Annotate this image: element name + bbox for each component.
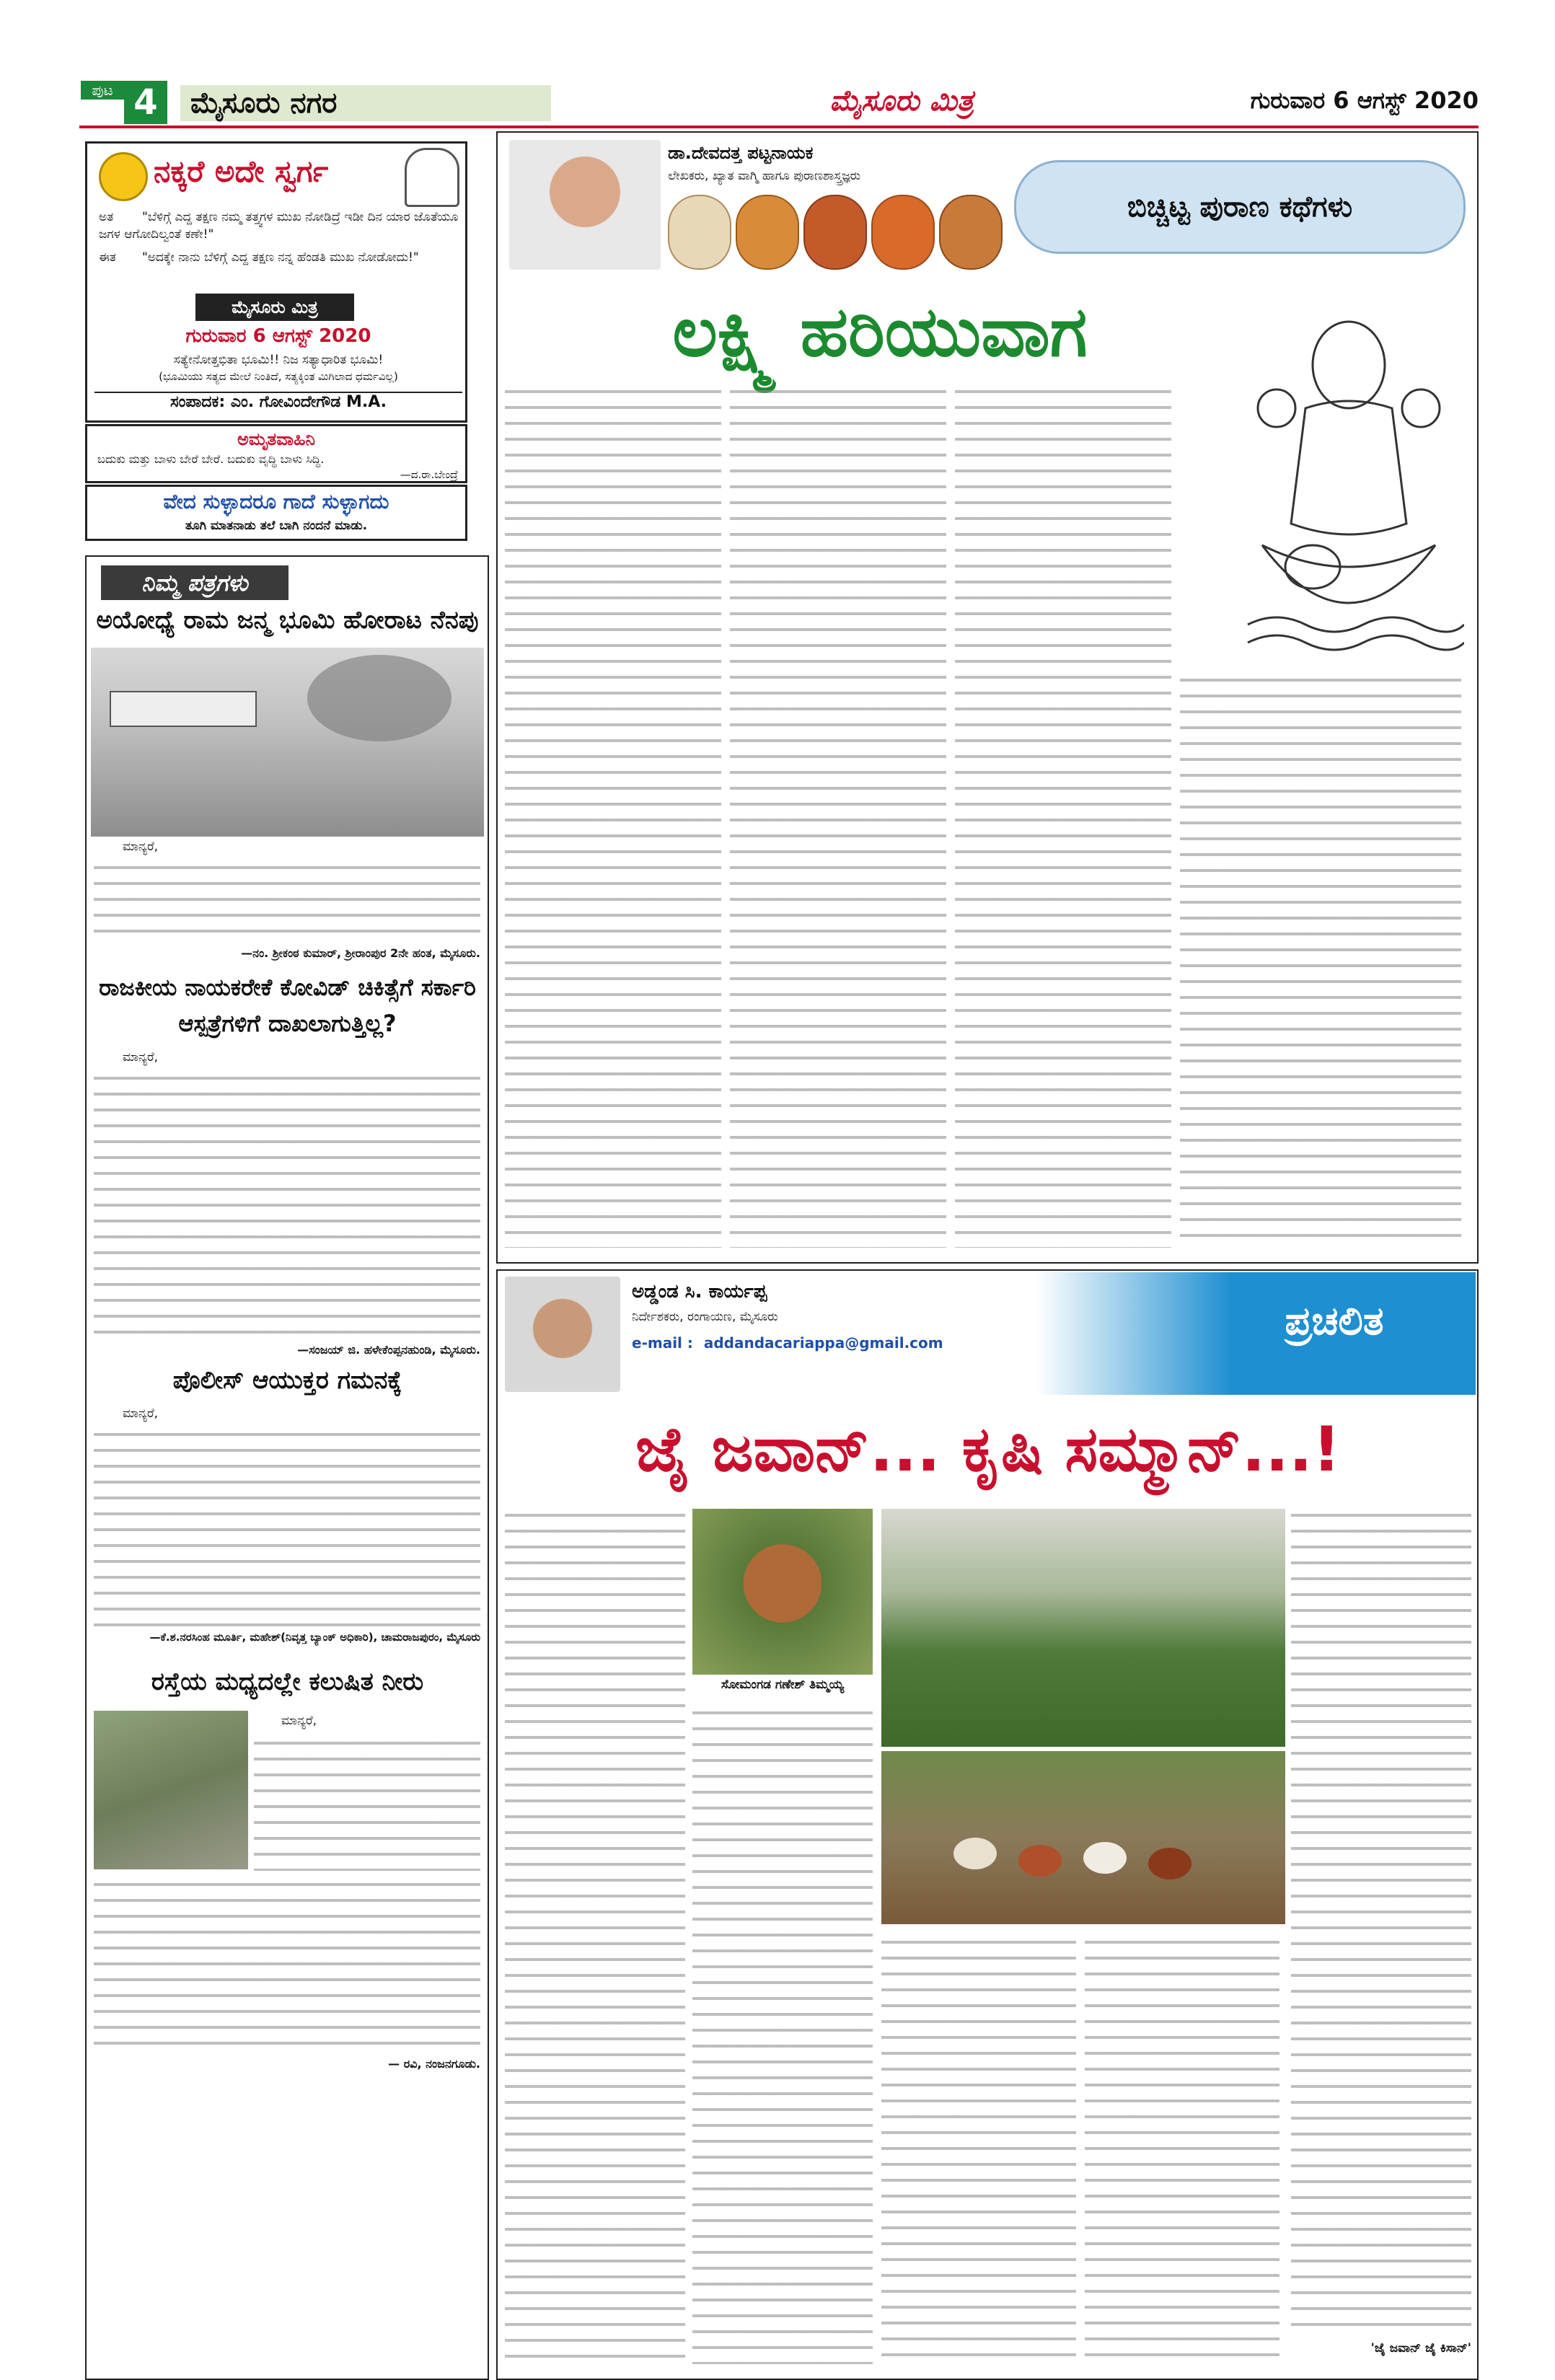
humor-text: "ಅದಕ್ಕೇ ನಾನು ಬೆಳಿಗ್ಗೆ ಎದ್ದ ತಕ್ಷಣ ನನ್ನ ಹೆಂಡತಿ ಮುಖ ನೋಡೋದು!" (142, 250, 419, 265)
letter-4-salute: ಮಾನ್ಯರೆ, (281, 1714, 317, 1728)
amrutha-text: ಬದುಕು ಮತ್ತು ಬಾಳು ಬೇರೆ ಬೇರೆ. ಬದುಕು ವೃದ್ಧಿ ಬಾಳು ಸಿದ್ಧಿ. (97, 452, 325, 466)
columnist-role: ನಿರ್ದೇಶಕರು, ರಂಗಾಯಣ, ಮೈಸೂರು (632, 1310, 778, 1324)
mask-icon (736, 195, 799, 270)
series-badge: ಬಿಚ್ಚಿಟ್ಟ ಪುರಾಣ ಕಥೆಗಳು (1014, 160, 1466, 254)
feature-1-col-1 (505, 382, 721, 1248)
amrutha-title: ಅಮೃತವಾಹಿನಿ (237, 429, 315, 449)
tree-shape (307, 655, 451, 741)
feature-2-col-5 (1291, 1506, 1471, 2335)
editor-line: ಸಂಪಾದಕ: ಎಂ. ಗೋವಿಂದೇಗೌಡ M.A. (94, 392, 462, 415)
page-number: 4 (124, 81, 167, 124)
letter-1-body (94, 858, 480, 945)
author-role: ಲೇಖಕರು, ಖ್ಯಾತ ವಾಗ್ಮಿ ಹಾಗೂ ಪುರಾಣಶಾಸ್ತ್ರಜ್ಞರು (668, 169, 861, 183)
stick-figure-icon (405, 148, 459, 207)
chicken-shape (1148, 1848, 1191, 1879)
email-label: e-mail : (632, 1334, 693, 1352)
chicken-shape (1018, 1845, 1062, 1877)
humor-text: "ಬೆಳಿಗ್ಗೆ ಎದ್ದ ತಕ್ಷಣ ನಮ್ಮ ತತ್ತ್ವಗಳ ಮುಖ ನೋಡಿದ್ರೆ ಇಡೀ ದಿನ ಯಾರ ಜೊತೆಯೂ ಜಗಳ ಆಗೋದಿಲ್ವಂತೆ ಕಣೇ!" (99, 210, 459, 242)
feature-2-col-1 (505, 1506, 685, 2364)
saying-box (85, 485, 467, 541)
mini-motto-2: (ಭೂಮಿಯು ಸತ್ಯದ ಮೇಲೆ ನಿಂತಿದೆ, ಸತ್ಯಕ್ಕಿಂತ ಮಿಗಿಲಾದ ಧರ್ಮವಿಲ್ಲ) (159, 370, 398, 383)
humor-line-1 (99, 208, 459, 249)
feature-2-col-3 (881, 1933, 1076, 2364)
mask-icon (871, 195, 935, 270)
lakshmi-drawing (1233, 286, 1464, 661)
feature-1-headline: ಲಕ್ಷ್ಮಿ ಹರಿಯುವಾಗ (672, 291, 1088, 372)
letters-header: ನಿಮ್ಮ ಪತ್ರಗಳು (101, 565, 288, 600)
amrutha-box (85, 424, 467, 483)
letter-1-title: ಅಯೋಧ್ಯೆ ರಾಮ ಜನ್ಮ ಭೂಮಿ ಹೋರಾಟ ನೆನಪು (96, 606, 479, 635)
letter-4-photo (94, 1711, 248, 1869)
columnist-name: ಅಡ್ಡಂಡ ಸಿ. ಕಾರ್ಯಪ್ಪ (632, 1281, 767, 1303)
masthead-rule (79, 125, 1479, 128)
columnist-photo (505, 1277, 620, 1392)
saying-subtitle: ತೂಗಿ ಮಾತನಾಡು ತಲೆ ಬಾಗಿ ನಂದನೆ ಮಾಡು. (185, 519, 368, 533)
chicken-shape (953, 1838, 997, 1869)
humor-box (85, 141, 467, 423)
protest-banner (110, 691, 257, 727)
feature-2-headline: ಜೈ ಜವಾನ್... ಕೃಷಿ ಸಮ್ಮಾನ್...! (635, 1414, 1341, 1486)
letter-2-salute: ಮಾನ್ಯರೆ, (123, 1050, 159, 1065)
humor-title: ನಕ್ಕರೆ ಅದೇ ಸ್ವರ್ಗ (154, 154, 329, 189)
section-title: ಮೈಸೂರು ನಗರ (180, 85, 551, 121)
letter-4-title: ರಸ್ತೆಯ ಮಧ್ಯದಲ್ಲೇ ಕಲುಷಿತ ನೀರು (151, 1667, 424, 1696)
author-name: ಡಾ.ದೇವದತ್ತ ಪಟ್ಟನಾಯಕ (668, 143, 814, 163)
masthead-brand: ಮೈಸೂರು ಮಿತ್ರ (829, 84, 974, 118)
mask-strip (668, 195, 1000, 267)
farmer-caption: ಸೋಮಂಗಡ ಗಣೇಶ್ ತಿಮ್ಮಯ್ಯ (721, 1678, 845, 1692)
humor-line-2 (99, 249, 459, 289)
lakshmi-illustration (1233, 286, 1464, 661)
farmer-photo (692, 1509, 873, 1675)
letter-1-photo (91, 648, 484, 837)
saying-title: ವೇದ ಸುಳ್ಳಾದರೂ ಗಾದೆ ಸುಳ್ಳಾಗದು (163, 490, 389, 514)
mini-motto: ಸತ್ಯೇನೋತ್ತಭಿತಾ ಭೂಮಿ!! ನಿಜ ಸತ್ಯಾಧಾರಿತ ಭೂಮಿ! (173, 353, 384, 367)
letter-3-salute: ಮಾನ್ಯರೆ, (123, 1406, 159, 1421)
letter-2-body (94, 1069, 480, 1340)
laughing-face-icon (99, 152, 148, 201)
mini-date: ಗುರುವಾರ 6 ಆಗಸ್ಟ್ 2020 (185, 325, 371, 347)
letter-4-signature: — ರವಿ, ನಂಜನಗೂಡು. (388, 2057, 480, 2071)
mask-icon (668, 195, 731, 270)
feature-2-col-2 (692, 1704, 873, 2364)
chicken-shape (1083, 1842, 1127, 1874)
letter-1-signature: —ನಂ. ಶ್ರೀಕಂಠ ಕುಮಾರ್, ಶ್ರೀರಾಂಪುರ 2ನೇ ಹಂತ, ಮೈಸೂರು. (241, 946, 480, 960)
email-address[interactable]: addandacariappa@gmail.com (703, 1334, 943, 1352)
letter-3-signature: —ಕೆ.ಶ.ನರಸಿಂಹ ಮೂರ್ತಿ, ಮಹೇಶ್(ನಿವೃತ್ತ ಬ್ಯಾಂಕ್ ಅಧಿಕಾರಿ), ಚಾಮರಾಜಪುರಂ, ಮೈಸೂರು (149, 1631, 480, 1644)
mini-brand: ಮೈಸೂರು ಮಿತ್ರ (195, 294, 354, 321)
letter-2-signature: —ಸಂಜಯ್ ಜಿ. ಹಳೇಕೆಂಪ್ಪನಹುಂಡಿ, ಮೈಸೂರು. (297, 1343, 480, 1357)
humor-speaker: ಈತ (99, 250, 116, 265)
feature-2-col-4 (1085, 1933, 1279, 2364)
feature-1-col-2 (730, 382, 946, 1248)
letter-4-body-side (254, 1734, 480, 1871)
letter-3-body (94, 1425, 480, 1627)
page-label: ಪುಟ (81, 81, 124, 100)
mask-icon (803, 195, 867, 270)
humor-speaker: ಅತ (99, 210, 114, 224)
letter-4-body (94, 1875, 480, 2055)
mask-icon (939, 195, 1003, 270)
columnist-email (632, 1334, 1065, 1356)
column-name: ಪ್ರಚಲಿತ (1285, 1298, 1384, 1344)
feature-1-col-4 (1180, 671, 1461, 1248)
feature-1-col-3 (955, 382, 1171, 1248)
author-photo (509, 140, 661, 270)
letter-1-salute: ಮಾನ್ಯರೆ, (123, 839, 159, 854)
letter-3-title: ಪೊಲೀಸ್ ಆಯುಕ್ತರ ಗಮನಕ್ಕೆ (172, 1366, 402, 1395)
masthead-date: ಗುರುವಾರ 6 ಆಗಸ್ಟ್ 2020 (1250, 87, 1479, 114)
masthead (79, 81, 1479, 124)
chickens-photo (881, 1751, 1285, 1924)
nursery-photo (881, 1509, 1285, 1747)
amrutha-author: —ದ.ರಾ.ಬೇಂದ್ರೆ (400, 468, 458, 481)
letter-2-title: ರಾಜಕೀಯ ನಾಯಕರೇಕೆ ಕೋವಿಡ್ ಚಿಕಿತ್ಸೆಗೆ ಸರ್ಕಾರಿ ಆಸ್ಪತ್ರೆಗಳಿಗೆ ದಾಖಲಾಗುತ್ತಿಲ್ಲ? (99, 974, 476, 1037)
